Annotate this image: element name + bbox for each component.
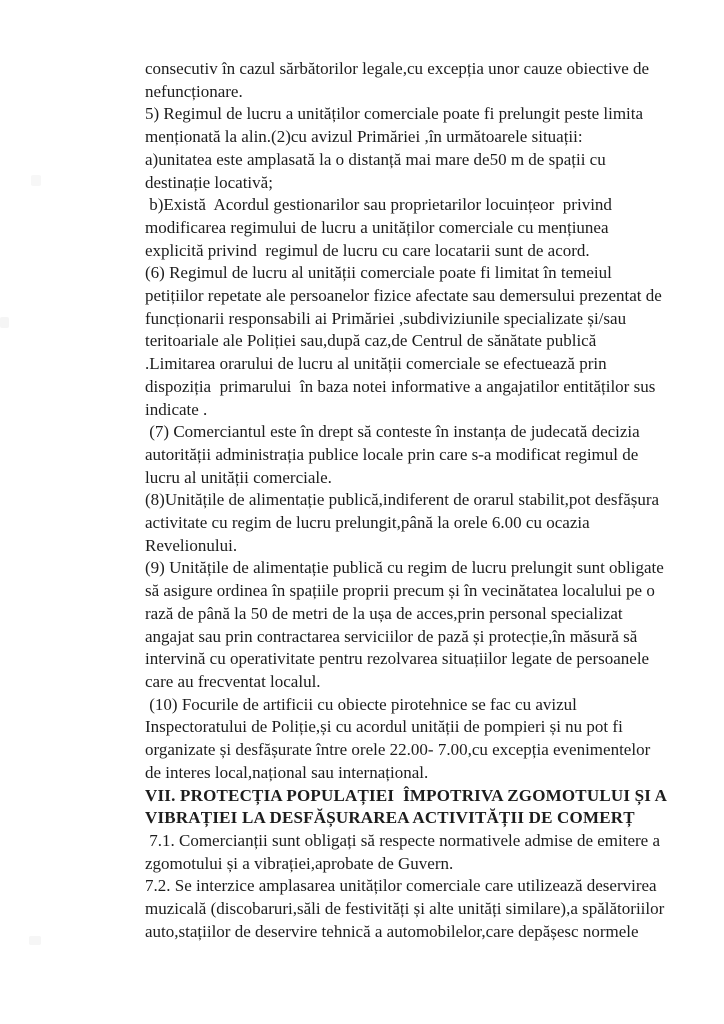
- doc-line: auto,stațiilor de deservire tehnică a automobilelor,care depășesc normele: [145, 921, 639, 941]
- doc-line: 5) Regimul de lucru a unităților comerciale poate fi prelungit peste limita: [145, 104, 644, 124]
- doc-line: (7) Comerciantul este în drept să conteste în instanța de judecată decizia: [145, 422, 640, 442]
- doc-line: destinație locativă;: [145, 172, 273, 192]
- doc-line: rază de până la 50 de metri de la ușa de acces,prin personal specializat: [145, 603, 623, 623]
- scan-smudge: [29, 936, 41, 945]
- doc-line: petițiilor repetate ale persoanelor fizice afectate sau demersului prezentat de: [145, 286, 662, 306]
- doc-line: b)Există Acordul gestionarilor sau proprietarilor locuințeor privind: [145, 195, 612, 215]
- scan-smudge: [31, 175, 41, 186]
- doc-line: (9) Unitățile de alimentație publică cu regim de lucru prelungit sunt obligate: [145, 558, 664, 578]
- doc-line: a)unitatea este amplasată la o distanță mai mare de50 m de spații cu: [145, 149, 606, 169]
- doc-line: (8)Unitățile de alimentație publică,indiferent de orarul stabilit,pot desfășura: [145, 490, 660, 510]
- doc-line: (10) Focurile de artificii cu obiecte pirotehnice se fac cu avizul: [145, 694, 577, 714]
- doc-line: (6) Regimul de lucru al unității comerciale poate fi limitat în temeiul: [145, 263, 612, 283]
- doc-line: modificarea regimului de lucru a unităților comerciale cu mențiunea: [145, 217, 609, 237]
- doc-line: menționată la alin.(2)cu avizul Primăriei ,în următoarele situații:: [145, 127, 583, 147]
- doc-line: autorității administrația publice locale prin care s-a modificat regimul de: [145, 444, 639, 464]
- section-heading-line: VII. PROTECȚIA POPULAȚIEI ÎMPOTRIVA ZGOMOTULUI ȘI A: [145, 785, 668, 805]
- doc-line: care au frecventat localul.: [145, 671, 321, 691]
- doc-line: consecutiv în cazul sărbătorilor legale,cu excepția unor cauze obiective de: [145, 59, 650, 78]
- doc-line: 7.1. Comercianții sunt obligați să respecte normativele admise de emitere a: [145, 830, 661, 850]
- doc-line: să asigure ordinea în spațiile proprii precum și în vecinătatea localului pe o: [145, 581, 655, 601]
- doc-line: 7.2. Se interzice amplasarea unităților comerciale care utilizează deservirea: [145, 876, 657, 896]
- doc-line: dispoziția primarului în baza notei informative a angajatilor entităților sus: [145, 376, 656, 396]
- doc-line: explicită privind regimul de lucru cu care locatarii sunt de acord.: [145, 240, 590, 260]
- doc-line: de interes local,național sau internațional.: [145, 762, 429, 782]
- doc-line: muzicală (discobaruri,săli de festivități și alte unități similare),a spălătoriilor: [145, 899, 665, 919]
- doc-line: indicate .: [145, 399, 208, 419]
- doc-line: intervină cu operativitate pentru rezolvarea situațiilor legate de persoanele: [145, 649, 650, 669]
- document-text-block: [145, 58, 705, 943]
- doc-line: teritoariale ale Poliției sau,după caz,de Centrul de sănătate publică: [145, 331, 597, 351]
- doc-line: funcționarii responsabili ai Primăriei ,subdiviziunile specializate și/sau: [145, 308, 627, 328]
- doc-line: nefuncționare.: [145, 81, 243, 101]
- doc-line: .Limitarea orarului de lucru al unității comerciale se efectuează prin: [145, 354, 607, 374]
- doc-line: Revelionului.: [145, 535, 238, 555]
- doc-line: Inspectoratului de Poliție,și cu acordul unității de pompieri și nu pot fi: [145, 717, 623, 737]
- doc-line: angajat sau prin contractarea serviciilor de pază și protecție,în măsură să: [145, 626, 638, 646]
- doc-line: zgomotului și a vibrației,aprobate de Guvern.: [145, 853, 454, 873]
- scan-smudge: [0, 317, 9, 328]
- doc-line: organizate și desfășurate între orele 22.00- 7.00,cu excepția evenimentelor: [145, 740, 651, 760]
- doc-line: lucru al unității comerciale.: [145, 467, 332, 487]
- section-heading-line: VIBRAȚIEI LA DESFĂȘURAREA ACTIVITĂȚII DE COMERȚ: [145, 808, 635, 828]
- doc-line: activitate cu regim de lucru prelungit,până la orele 6.00 cu ocazia: [145, 513, 590, 533]
